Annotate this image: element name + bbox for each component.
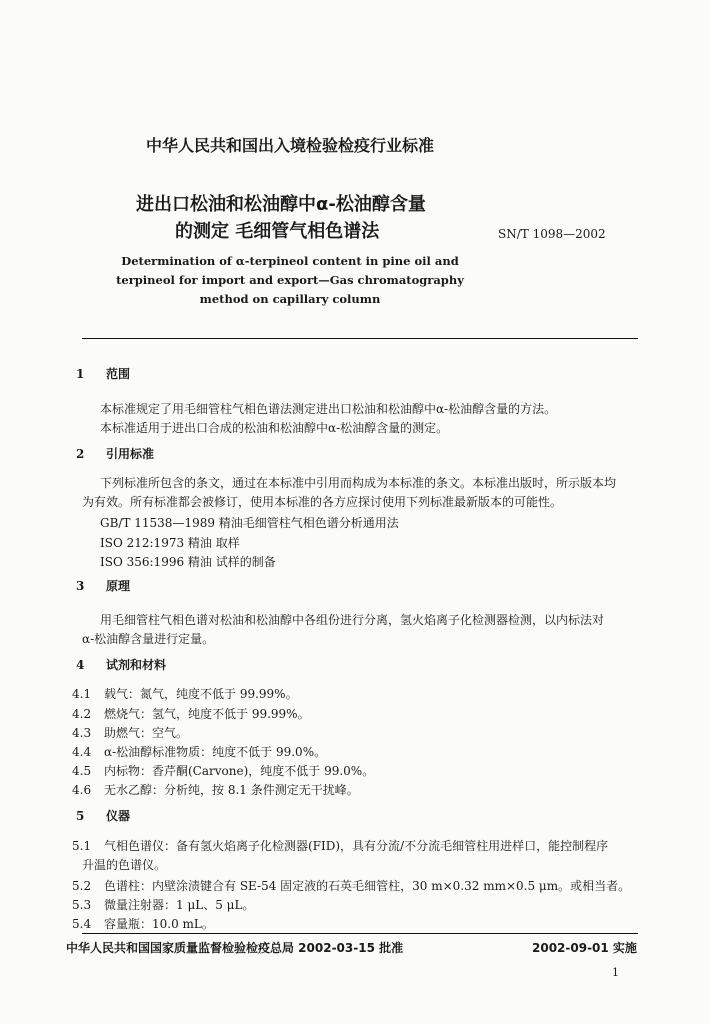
- section-number: 1: [76, 367, 85, 381]
- list-item: [72, 762, 374, 779]
- section-5-heading: [76, 807, 130, 824]
- english-title-line-1: Determination of α-terpineol content in pine oil and: [121, 254, 459, 268]
- paragraph: α-松油醇含量进行定量。: [82, 632, 215, 646]
- list-item: [72, 781, 359, 798]
- item-text: 微量注射器：1 μL、5 μL。: [104, 898, 255, 912]
- section-4-heading: [76, 656, 166, 673]
- reference-item: GB/T 11538—1989 精油毛细管柱气相色谱分析通用法: [100, 516, 399, 530]
- item-text: 载气：氮气，纯度不低于 99.99%。: [104, 687, 298, 701]
- paragraph: 本标准规定了用毛细管柱气相色谱法测定进出口松油和松油醇中α-松油醇含量的方法。: [100, 402, 557, 416]
- english-title-line-3: method on capillary column: [199, 292, 381, 306]
- item-text: 色谱柱：内壁涂渍键合有 SE-54 固定液的石英毛细管柱，30 m×0.32 mm×0.5 μm。或相当者。: [104, 879, 631, 893]
- paragraph: 下列标准所包含的条文，通过在本标准中引用而构成为本标准的条文。本标准出版时，所示版本均: [100, 476, 617, 490]
- section-number: 4: [76, 658, 85, 672]
- english-title-line-2: terpineol for import and export—Gas chromatography: [116, 273, 464, 287]
- item-number: 5.4: [72, 917, 92, 931]
- list-item: [72, 877, 630, 894]
- list-item: [72, 743, 326, 760]
- title-line-2: 的测定 毛细管气相色谱法: [175, 221, 380, 242]
- item-text: 无水乙醇：分析纯，按 8.1 条件测定无干扰峰。: [104, 783, 359, 797]
- issuing-org-header: 中华人民共和国出入境检验检疫行业标准: [145, 136, 434, 155]
- item-number: 4.2: [72, 707, 92, 721]
- section-3-heading: [76, 577, 130, 594]
- item-number: 4.4: [72, 745, 92, 759]
- header-divider: [82, 338, 638, 339]
- item-text: α-松油醇标准物质：纯度不低于 99.0%。: [104, 745, 327, 759]
- section-2-heading: [76, 445, 154, 462]
- footer-divider: [82, 933, 638, 934]
- item-text: 燃烧气：氢气，纯度不低于 99.99%。: [104, 707, 310, 721]
- item-number: 4.6: [72, 783, 92, 797]
- list-item: [72, 896, 254, 913]
- section-number: 3: [76, 579, 85, 593]
- item-text: 气相色谱仪：备有氢火焰离子化检测器(FID)，具有分流/不分流毛细管柱用进样口，能控制程序: [104, 839, 609, 853]
- item-number: 5.3: [72, 898, 92, 912]
- paragraph: 为有效。所有标准都会被修订，使用本标准的各方应探讨使用下列标准最新版本的可能性。: [82, 495, 563, 509]
- list-item: [72, 724, 188, 741]
- reference-item: ISO 212:1973 精油 取样: [100, 536, 240, 550]
- section-title: 范围: [106, 367, 131, 381]
- item-number: 4.1: [72, 687, 92, 701]
- implementation-date: 2002-09-01 实施: [532, 941, 637, 955]
- item-text: 容量瓶：10.0 mL。: [104, 917, 214, 931]
- section-title: 试剂和材料: [106, 658, 167, 672]
- list-item: [72, 705, 310, 722]
- item-number: 5.1: [72, 839, 92, 853]
- section-number: 2: [76, 447, 85, 461]
- standard-code: SN/T 1098—2002: [498, 227, 606, 241]
- page-number: 1: [612, 966, 619, 979]
- paragraph: 本标准适用于进出口合成的松油和松油醇中α-松油醇含量的测定。: [100, 421, 449, 435]
- list-item: [72, 685, 298, 702]
- title-line-1: 进出口松油和松油醇中α-松油醇含量: [136, 194, 426, 215]
- item-text: 助燃气：空气。: [104, 726, 189, 740]
- item-number: 5.2: [72, 879, 92, 893]
- list-item: [72, 837, 608, 854]
- section-title: 仪器: [106, 809, 131, 823]
- section-title: 原理: [106, 579, 131, 593]
- section-number: 5: [76, 809, 85, 823]
- approval-authority: 中华人民共和国国家质量监督检验检疫总局 2002-03-15 批准: [66, 941, 404, 955]
- item-text: 内标物：香芹酮(Carvone)，纯度不低于 99.0%。: [104, 764, 375, 778]
- item-number: 4.3: [72, 726, 92, 740]
- list-item-continuation: 升温的色谱仪。: [82, 858, 167, 872]
- list-item: [72, 915, 214, 932]
- section-1-heading: [76, 365, 130, 382]
- reference-item: ISO 356:1996 精油 试样的制备: [100, 555, 276, 569]
- paragraph: 用毛细管柱气相色谱对松油和松油醇中各组份进行分离，氢火焰离子化检测器检测，以内标法对: [100, 613, 605, 627]
- item-number: 4.5: [72, 764, 92, 778]
- section-title: 引用标准: [106, 447, 155, 461]
